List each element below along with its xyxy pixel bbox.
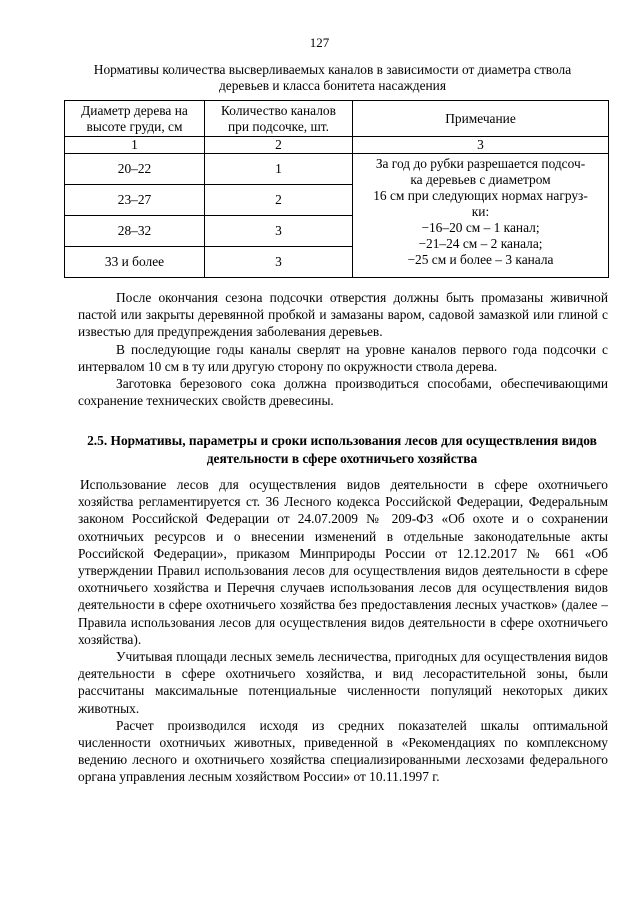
channels-cell: 1 [205, 154, 353, 185]
body-text-bottom [78, 476, 608, 786]
paragraph: Учитывая площади лесных земель лесничества, пригодных для осуществления видов деятельности в сфере охотничьего хозяйства, и вид лесорастительной зоны, были рассчитаны максимальные потенциальные численности популяций некоторых диких животных. [78, 649, 608, 716]
page-number: 127 [309, 35, 330, 50]
table-row [65, 154, 609, 185]
note-cell [353, 154, 609, 278]
note-line: ка деревьев с диаметром [410, 172, 551, 187]
diameter-cell: 33 и более [65, 247, 205, 278]
note-line: −16–20 см – 1 канал; [421, 220, 540, 235]
paragraph: В последующие годы каналы сверлят на уровне каналов первого года подсочки с интервалом 10 см в ту или другую сторону по окружности ствола дерева. [78, 341, 608, 374]
norms-table [64, 100, 609, 278]
column-number-cell: 1 [65, 137, 205, 154]
table-header-row [65, 101, 609, 137]
channels-cell: 2 [205, 185, 353, 216]
channels-cell: 3 [205, 247, 353, 278]
paragraph: Заготовка березового сока должна производиться способами, обеспечивающими сохранение технических свойств древесины. [78, 376, 608, 409]
note-line: −21–24 см – 2 канала; [418, 236, 543, 251]
table-caption: Нормативы количества высверливаемых каналов в зависимости от диаметра ствола деревьев и класса бонитета насаждения [93, 62, 572, 93]
table-header-cell: Количество каналов при подсочке, шт. [205, 101, 353, 137]
paragraph: После окончания сезона подсочки отверстия должны быть промазаны живичной пастой или закрыты деревянной пробкой и замазаны варом, садовой замазкой или глиной с известью для предупреждения заболевания деревьев. [78, 290, 608, 340]
body-text-top [78, 289, 608, 409]
diameter-cell: 23–27 [65, 185, 205, 216]
paragraph: Использование лесов для осуществления видов деятельности в сфере охотничьего хозяйства регламентируется ст. 36 Лесного кодекса Российской Федерации, Федеральным законом Российской Федерации от 24.07.2009 № 209-ФЗ «Об охоте и о сохранении охотничьих ресурсов и о внесении изменений в отдельные законодательные акты Российской Федерации», приказом Минприроды России от 12.12.2017 № 661 «Об утверждении Правил использования лесов для осуществления видов деятельности в сфере охотничьего хозяйства и Перечня случаев использования лесов для осуществления видов деятельности в сфере охотничьего хозяйства без предоставления лесных участков» (далее – Правила использования лесов для осуществления видов деятельности в сфере охотничьего хозяйства). [78, 477, 608, 647]
table-column-number-row [65, 137, 609, 154]
section-heading: 2.5. Нормативы, параметры и сроки использования лесов для осуществления видов деятельности в сфере охотничьего хозяйства [87, 433, 597, 466]
note-line: За год до рубки разрешается подсоч- [375, 156, 586, 171]
channels-cell: 3 [205, 216, 353, 247]
diameter-cell: 28–32 [65, 216, 205, 247]
table-header-cell: Примечание [353, 101, 609, 137]
table-header-cell: Диаметр дерева на высоте груди, см [65, 101, 205, 137]
diameter-cell: 20–22 [65, 154, 205, 185]
column-number-cell: 3 [353, 137, 609, 154]
note-line: −25 см и более – 3 канала [407, 252, 554, 267]
note-line: ки: [471, 204, 490, 219]
column-number-cell: 2 [205, 137, 353, 154]
note-line: 16 см при следующих нормах нагруз- [373, 188, 588, 203]
paragraph: Расчет производился исходя из средних показателей шкалы оптимальной численности охотничьих животных, приведенной в «Рекомендациях по комплексному ведению лесного и охотничьего хозяйства специализированными лесхозами федерального органа управления лесным хозяйством России» от 10.11.1997 г. [78, 717, 608, 785]
